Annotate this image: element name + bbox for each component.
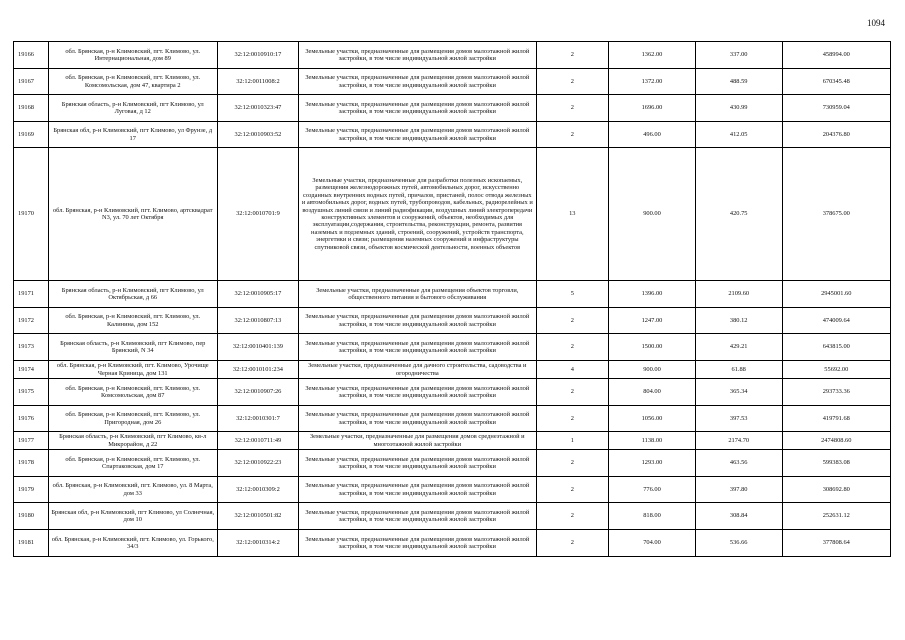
cadastral-value-cell: 599383.08 (782, 450, 890, 477)
area-cell: 1293.00 (609, 450, 696, 477)
cadastral-number-cell: 32:12:0011008:2 (217, 69, 298, 95)
land-use-cell: Земельные участки, предназначенные для размещения объектов торговли, общественного питания и бытового обслуживания (299, 281, 536, 308)
row-id-cell: 19167 (14, 69, 49, 95)
area-cell: 900.00 (609, 148, 696, 281)
specific-value-cell: 397.53 (695, 406, 782, 432)
area-cell: 1396.00 (609, 281, 696, 308)
group-cell: 13 (536, 148, 609, 281)
address-cell: Брянская обл, р-н Климовский, пгт Климово, ул Солнечная, дом 10 (48, 503, 217, 530)
cadastral-number-cell: 32:12:0010903:52 (217, 122, 298, 148)
row-id-cell: 19174 (14, 361, 49, 379)
row-id-cell: 19169 (14, 122, 49, 148)
land-use-cell: Земельные участки, предназначенные для разработки полезных ископаемых, размещения железнодорожных путей, автомобильных дорог, искусственно созданных внутренних водных путей, причалов, пристаней, полос отвода железных и автомобильных дорог, водных путей, трубопроводов, кабельных, радиорелейных и воздушных линий связи и линий радиофикации, воздушных линий электропередачи конструктивных элементов и сооружений, объектов, необходимых для эксплуатации,содержания, строительства, реконструкции, ремонта, развития наземных и подземных зданий, строений, сооружений, устройств транспорта, энергетики и связи; размещения наземных сооружений и инфраструктуры спутниковой связи, объектов космической деятельности, военных объектов (299, 148, 536, 281)
land-use-cell: Земельные участки, предназначенные для размещения домов малоэтажной жилой застройки, в том числе индивидуальной жилой застройки (299, 450, 536, 477)
specific-value-cell: 463.56 (695, 450, 782, 477)
cadastral-number-cell: 32:12:0010711:49 (217, 432, 298, 450)
cadastral-value-cell: 474009.64 (782, 308, 890, 334)
table-row (14, 379, 891, 406)
row-id-cell: 19175 (14, 379, 49, 406)
group-cell: 5 (536, 281, 609, 308)
land-use-cell: Земельные участки, предназначенные для размещения домов малоэтажной жилой застройки, в том числе индивидуальной жилой застройки (299, 503, 536, 530)
specific-value-cell: 365.34 (695, 379, 782, 406)
table-row (14, 308, 891, 334)
cadastral-value-cell: 252631.12 (782, 503, 890, 530)
cadastral-number-cell: 32:12:0010922:23 (217, 450, 298, 477)
specific-value-cell: 536.66 (695, 530, 782, 557)
row-id-cell: 19166 (14, 42, 49, 69)
cadastral-number-cell: 32:12:0010907:26 (217, 379, 298, 406)
table-row (14, 503, 891, 530)
area-cell: 1056.00 (609, 406, 696, 432)
table-row (14, 281, 891, 308)
area-cell: 1500.00 (609, 334, 696, 361)
specific-value-cell: 430.99 (695, 95, 782, 122)
cadastral-value-cell: 377808.64 (782, 530, 890, 557)
land-use-cell: Земельные участки, предназначенные для размещения домов малоэтажной жилой застройки, в том числе индивидуальной жилой застройки (299, 477, 536, 503)
area-cell: 1362.00 (609, 42, 696, 69)
group-cell: 4 (536, 361, 609, 379)
specific-value-cell: 412.05 (695, 122, 782, 148)
cadastral-value-cell: 293733.36 (782, 379, 890, 406)
group-cell: 2 (536, 95, 609, 122)
land-use-cell: Земельные участки, предназначенные для размещения домов малоэтажной жилой застройки, в том числе индивидуальной жилой застройки (299, 69, 536, 95)
group-cell: 2 (536, 42, 609, 69)
table-row (14, 432, 891, 450)
cadastral-value-cell: 204376.80 (782, 122, 890, 148)
land-use-cell: Земельные участки, предназначенные для размещения домов среднеэтажной и многоэтажной жилой застройки (299, 432, 536, 450)
address-cell: обл. Брянская, р-н Климовский, пгт. Климово, ул. 8 Марта, дом 33 (48, 477, 217, 503)
table-row (14, 450, 891, 477)
cadastral-value-cell: 458994.00 (782, 42, 890, 69)
cadastral-value-cell: 419791.68 (782, 406, 890, 432)
cadastral-number-cell: 32:12:0010807:13 (217, 308, 298, 334)
table-row (14, 42, 891, 69)
land-use-cell: Земельные участки, предназначенные для размещения домов малоэтажной жилой застройки, в том числе индивидуальной жилой застройки (299, 406, 536, 432)
table-row (14, 477, 891, 503)
specific-value-cell: 420.75 (695, 148, 782, 281)
address-cell: обл. Брянская, р-н Климовский, пгт. Климово, Урочище Черная Криница, дом 131 (48, 361, 217, 379)
cadastral-value-cell: 2945001.60 (782, 281, 890, 308)
group-cell: 2 (536, 477, 609, 503)
table-row (14, 530, 891, 557)
address-cell: Брянская область, р-н Климовский, пгт Климово, пер Брянский, N 34 (48, 334, 217, 361)
specific-value-cell: 429.21 (695, 334, 782, 361)
cadastral-number-cell: 32:12:0010701:9 (217, 148, 298, 281)
cadastral-number-cell: 32:12:0010401:139 (217, 334, 298, 361)
specific-value-cell: 337.00 (695, 42, 782, 69)
area-cell: 496.00 (609, 122, 696, 148)
specific-value-cell: 2109.60 (695, 281, 782, 308)
cadastral-value-table (13, 41, 891, 557)
area-cell: 704.00 (609, 530, 696, 557)
address-cell: Брянская обл, р-н Климовский, пгт Климово, ул Фрунзе, д 17 (48, 122, 217, 148)
land-use-cell: Земельные участки, предназначенные для размещения домов малоэтажной жилой застройки, в том числе индивидуальной жилой застройки (299, 42, 536, 69)
group-cell: 1 (536, 432, 609, 450)
specific-value-cell: 488.59 (695, 69, 782, 95)
specific-value-cell: 2174.70 (695, 432, 782, 450)
address-cell: обл. Брянская, р-н Климовский, пгт. Климово, ул. Интернациональная, дом 89 (48, 42, 217, 69)
area-cell: 1138.00 (609, 432, 696, 450)
table-row (14, 69, 891, 95)
address-cell: обл. Брянская, р-н Климовский, пгт. Климово, ул. Горького, 34/3 (48, 530, 217, 557)
address-cell: обл. Брянская, р-н Климовский, пгт. Климово, ул. Пригородная, дом 26 (48, 406, 217, 432)
area-cell: 1372.00 (609, 69, 696, 95)
row-id-cell: 19180 (14, 503, 49, 530)
table-row (14, 334, 891, 361)
land-use-cell: Земельные участки, предназначенные для размещения домов малоэтажной жилой застройки, в том числе индивидуальной жилой застройки (299, 334, 536, 361)
group-cell: 2 (536, 308, 609, 334)
specific-value-cell: 61.88 (695, 361, 782, 379)
cadastral-number-cell: 32:12:0010323:47 (217, 95, 298, 122)
specific-value-cell: 380.12 (695, 308, 782, 334)
address-cell: обл. Брянская, р-н Климовский, пгт. Климово, ул. Спартаковская, дом 17 (48, 450, 217, 477)
row-id-cell: 19181 (14, 530, 49, 557)
row-id-cell: 19178 (14, 450, 49, 477)
table-row (14, 122, 891, 148)
group-cell: 2 (536, 379, 609, 406)
area-cell: 776.00 (609, 477, 696, 503)
group-cell: 2 (536, 530, 609, 557)
cadastral-value-cell: 308692.80 (782, 477, 890, 503)
address-cell: обл. Брянская, р-н Климовский, пгт. Климово, ул. Комсомольская, дом 87 (48, 379, 217, 406)
area-cell: 804.00 (609, 379, 696, 406)
group-cell: 2 (536, 503, 609, 530)
row-id-cell: 19176 (14, 406, 49, 432)
address-cell: Брянская область, р-н Климовский, пгт Климово, кв-л Микрорайон, д 22 (48, 432, 217, 450)
area-cell: 818.00 (609, 503, 696, 530)
specific-value-cell: 308.84 (695, 503, 782, 530)
address-cell: Брянская область, р-н Климовский, пгт Климово, ул Луговая, д 12 (48, 95, 217, 122)
land-use-cell: Земельные участки, предназначенные для размещения домов малоэтажной жилой застройки, в том числе индивидуальной жилой застройки (299, 530, 536, 557)
group-cell: 2 (536, 69, 609, 95)
row-id-cell: 19172 (14, 308, 49, 334)
cadastral-number-cell: 32:12:0010301:7 (217, 406, 298, 432)
cadastral-number-cell: 32:12:0010101:234 (217, 361, 298, 379)
address-cell: Брянская область, р-н Климовский, пгт Климово, ул Октябрьская, д 66 (48, 281, 217, 308)
land-use-cell: Земельные участки, предназначенные для размещения домов малоэтажной жилой застройки, в том числе индивидуальной жилой застройки (299, 122, 536, 148)
cadastral-number-cell: 32:12:0010501:82 (217, 503, 298, 530)
cadastral-value-cell: 378675.00 (782, 148, 890, 281)
specific-value-cell: 397.80 (695, 477, 782, 503)
address-cell: обл. Брянская, р-н Климовский, пгт. Климово, ул. Комсомольская, дом 47, квартира 2 (48, 69, 217, 95)
cadastral-value-cell: 643815.00 (782, 334, 890, 361)
page-number: 1094 (867, 18, 885, 28)
row-id-cell: 19171 (14, 281, 49, 308)
cadastral-value-cell: 670345.48 (782, 69, 890, 95)
group-cell: 2 (536, 122, 609, 148)
cadastral-number-cell: 32:12:0010309:2 (217, 477, 298, 503)
row-id-cell: 19170 (14, 148, 49, 281)
cadastral-number-cell: 32:12:0010314:2 (217, 530, 298, 557)
address-cell: обл. Брянская, р-н Климовский, пгт. Климово, артсквадрат N3, ул. 70 лет Октября (48, 148, 217, 281)
table-row (14, 148, 891, 281)
land-use-cell: Земельные участки, предназначенные для размещения домов малоэтажной жилой застройки, в том числе индивидуальной жилой застройки (299, 379, 536, 406)
row-id-cell: 19168 (14, 95, 49, 122)
cadastral-value-cell: 2474808.60 (782, 432, 890, 450)
area-cell: 900.00 (609, 361, 696, 379)
group-cell: 2 (536, 406, 609, 432)
table-body (14, 42, 891, 557)
table-row (14, 361, 891, 379)
land-use-cell: Земельные участки, предназначенные для размещения домов малоэтажной жилой застройки, в том числе индивидуальной жилой застройки (299, 95, 536, 122)
row-id-cell: 19179 (14, 477, 49, 503)
cadastral-number-cell: 32:12:0010905:17 (217, 281, 298, 308)
area-cell: 1247.00 (609, 308, 696, 334)
table-row (14, 95, 891, 122)
row-id-cell: 19177 (14, 432, 49, 450)
address-cell: обл. Брянская, р-н Климовский, пгт. Климово, ул. Калинина, дом 152 (48, 308, 217, 334)
cadastral-value-cell: 55692.00 (782, 361, 890, 379)
cadastral-number-cell: 32:12:0010910:17 (217, 42, 298, 69)
group-cell: 2 (536, 334, 609, 361)
land-use-cell: Земельные участки, предназначенные для размещения домов малоэтажной жилой застройки, в том числе индивидуальной жилой застройки (299, 308, 536, 334)
land-use-cell: Земельные участки, предназначенные для дачного строительства, садоводства и огородничества (299, 361, 536, 379)
group-cell: 2 (536, 450, 609, 477)
cadastral-value-cell: 730959.04 (782, 95, 890, 122)
area-cell: 1696.00 (609, 95, 696, 122)
table-row (14, 406, 891, 432)
row-id-cell: 19173 (14, 334, 49, 361)
